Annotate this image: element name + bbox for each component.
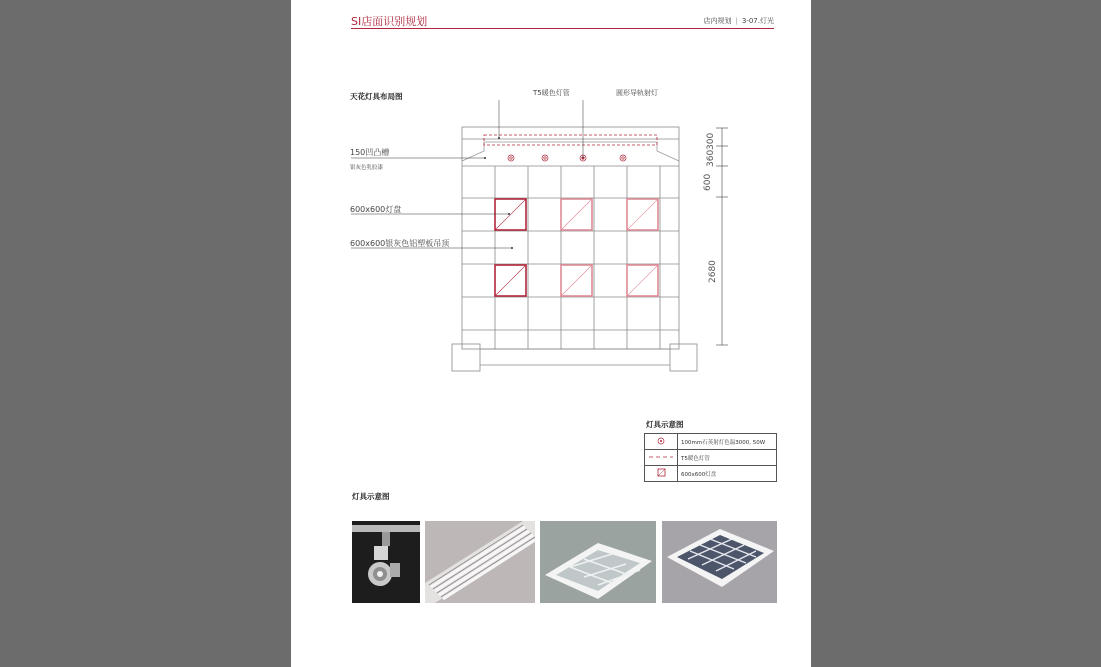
legend-label: T5暖色灯管 bbox=[678, 450, 777, 466]
track-spotlight-photo bbox=[352, 521, 420, 603]
light-panel-icon bbox=[645, 466, 678, 482]
dim-360: 360 bbox=[706, 149, 716, 167]
label-t5-tube: T5暖色灯管 bbox=[533, 89, 570, 97]
dim-2680: 2680 bbox=[708, 260, 718, 283]
light-panel bbox=[627, 199, 658, 230]
light-panel bbox=[561, 265, 592, 296]
photos-title: 灯具示意图 bbox=[352, 492, 390, 501]
legend-label: 100mm石英射灯色温3000, 50W bbox=[678, 434, 777, 450]
light-panel bbox=[627, 265, 658, 296]
grille-panel-photo bbox=[540, 521, 656, 603]
section-name: 店内规划 bbox=[703, 17, 732, 25]
legend-table bbox=[644, 433, 777, 482]
light-panel bbox=[495, 265, 526, 296]
t5-tube-fixture-photo bbox=[425, 521, 535, 603]
plan-title: 天花灯具布局图 bbox=[350, 92, 403, 101]
dim-300: 300 bbox=[706, 132, 716, 150]
document-title: SI店面识别规划 bbox=[351, 15, 428, 28]
document-page bbox=[291, 0, 811, 667]
light-panel bbox=[561, 199, 592, 230]
legend-title: 灯具示意图 bbox=[646, 420, 684, 429]
dimension-line bbox=[716, 128, 728, 345]
legend-row bbox=[645, 434, 777, 450]
page-number: 3-07.灯光 bbox=[741, 17, 774, 25]
legend-row bbox=[645, 450, 777, 466]
legend-label: 600x600灯盘 bbox=[678, 466, 777, 482]
dashed-line-icon bbox=[645, 450, 678, 466]
ceiling-plan bbox=[291, 0, 811, 400]
label-latex-paint: 银灰色乳胶漆 bbox=[350, 165, 384, 171]
ceiling-outline bbox=[462, 127, 679, 349]
label-groove: 150凹凸槽 bbox=[350, 148, 390, 157]
spotlight-icon bbox=[645, 434, 678, 450]
grille-panel-photo bbox=[662, 521, 777, 603]
legend-row bbox=[645, 466, 777, 482]
label-ceiling-panel: 600x600银灰色铝塑板吊顶 bbox=[350, 239, 450, 248]
t5-tube-mark bbox=[484, 135, 657, 145]
dim-600: 600 bbox=[703, 173, 713, 191]
light-panel bbox=[495, 199, 526, 230]
label-track-light: 圆形导轨射灯 bbox=[616, 89, 658, 97]
header-section-info: 店内规划 | 3-07.灯光 bbox=[703, 17, 774, 25]
label-light-panel: 600x600灯盘 bbox=[350, 205, 402, 214]
